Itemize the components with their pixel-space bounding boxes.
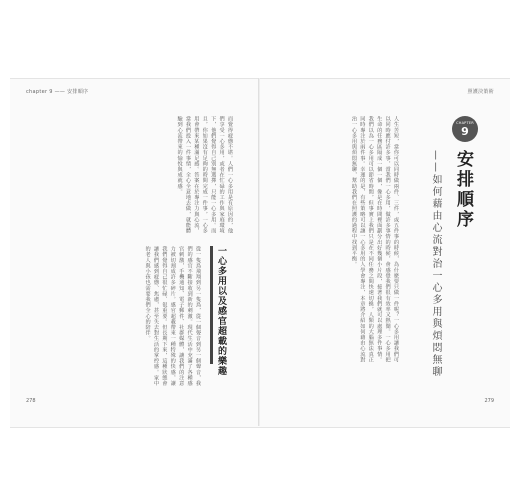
- section-heading: [206, 246, 228, 386]
- book-gutter: [258, 78, 260, 426]
- running-header-right: 照護決策術: [467, 89, 494, 95]
- running-header-left: chapter 9 —— 安排順序: [26, 89, 89, 95]
- left-page-body-bottom: 從一隻鳥飛翔到另一隻鳥，從一個聲音到另一個聲音，我們的感官不斷接收到新的刺激。現代生活中充滿了各種感官刺激，手機通知、電子郵件、社群媒體，讓我們的注意力被切割成許多碎片。感官超載帶來一種特殊的快感，讓我們覺得自己很忙碌、很重要。但長期下來，這種狀態會讓我們感到疲憊、焦慮，甚至失去對生活的掌控感。家中的老人與小孩也需要我們全心的陪伴。: [144, 246, 201, 386]
- page-number-left: 278: [26, 398, 36, 404]
- chapter-title: 安排順序: [453, 150, 473, 230]
- chapter-label: CHAPTER: [456, 121, 474, 125]
- chapter-badge: [452, 116, 478, 142]
- section-heading-text: 一心多用以及感官超載的樂趣: [216, 246, 226, 376]
- page-number-right: 279: [484, 398, 494, 404]
- section-heading-bar: [210, 246, 213, 364]
- chapter-subtitle: ——如何藉由心流對治一心多用與煩悶無聊: [430, 150, 441, 378]
- chapter-number: 9: [461, 125, 469, 138]
- right-page-body: 人生苦短，當你可以同時做兩件、三件，或五件事的時候，為什麼要只做一件呢？一心多用讓我們可以同時應付許多事，當我們一心多用，做許多事情的時候，會感覺我們很有效率又熱鬧。一心多用把生命的任務區隔成一個一個，像是在時間裡面劃分出好幾個小片段，接著我們就可以處理多件事情。我們以為一心多用可以節省時間，但事實上我們只是在不同任務之間快速切換，人類的大腦無法真正同時專注於兩件事。幸運的是，有些策略可以讓一心多用的人學會專注，本章將介紹如何藉由心流對治一心多用與煩悶無聊，幫助我們在照護的過程中找到平衡。: [350, 116, 399, 363]
- left-page-body-top: 而覺得疲憊不堪。人們一心多用是有原因的，他們享受一心多用，或者在忙碌的工作與家庭環境下，他們覺得自己別無選擇，只能一心多用。而且，你如果沒有足夠的時間完成一件事，一心多用會帶來某種滿足感。答案在於專注力與心流，當我們投入一件事情，全心全意地去做，就能體驗到心流帶來的愉悅與成就感。: [176, 116, 233, 234]
